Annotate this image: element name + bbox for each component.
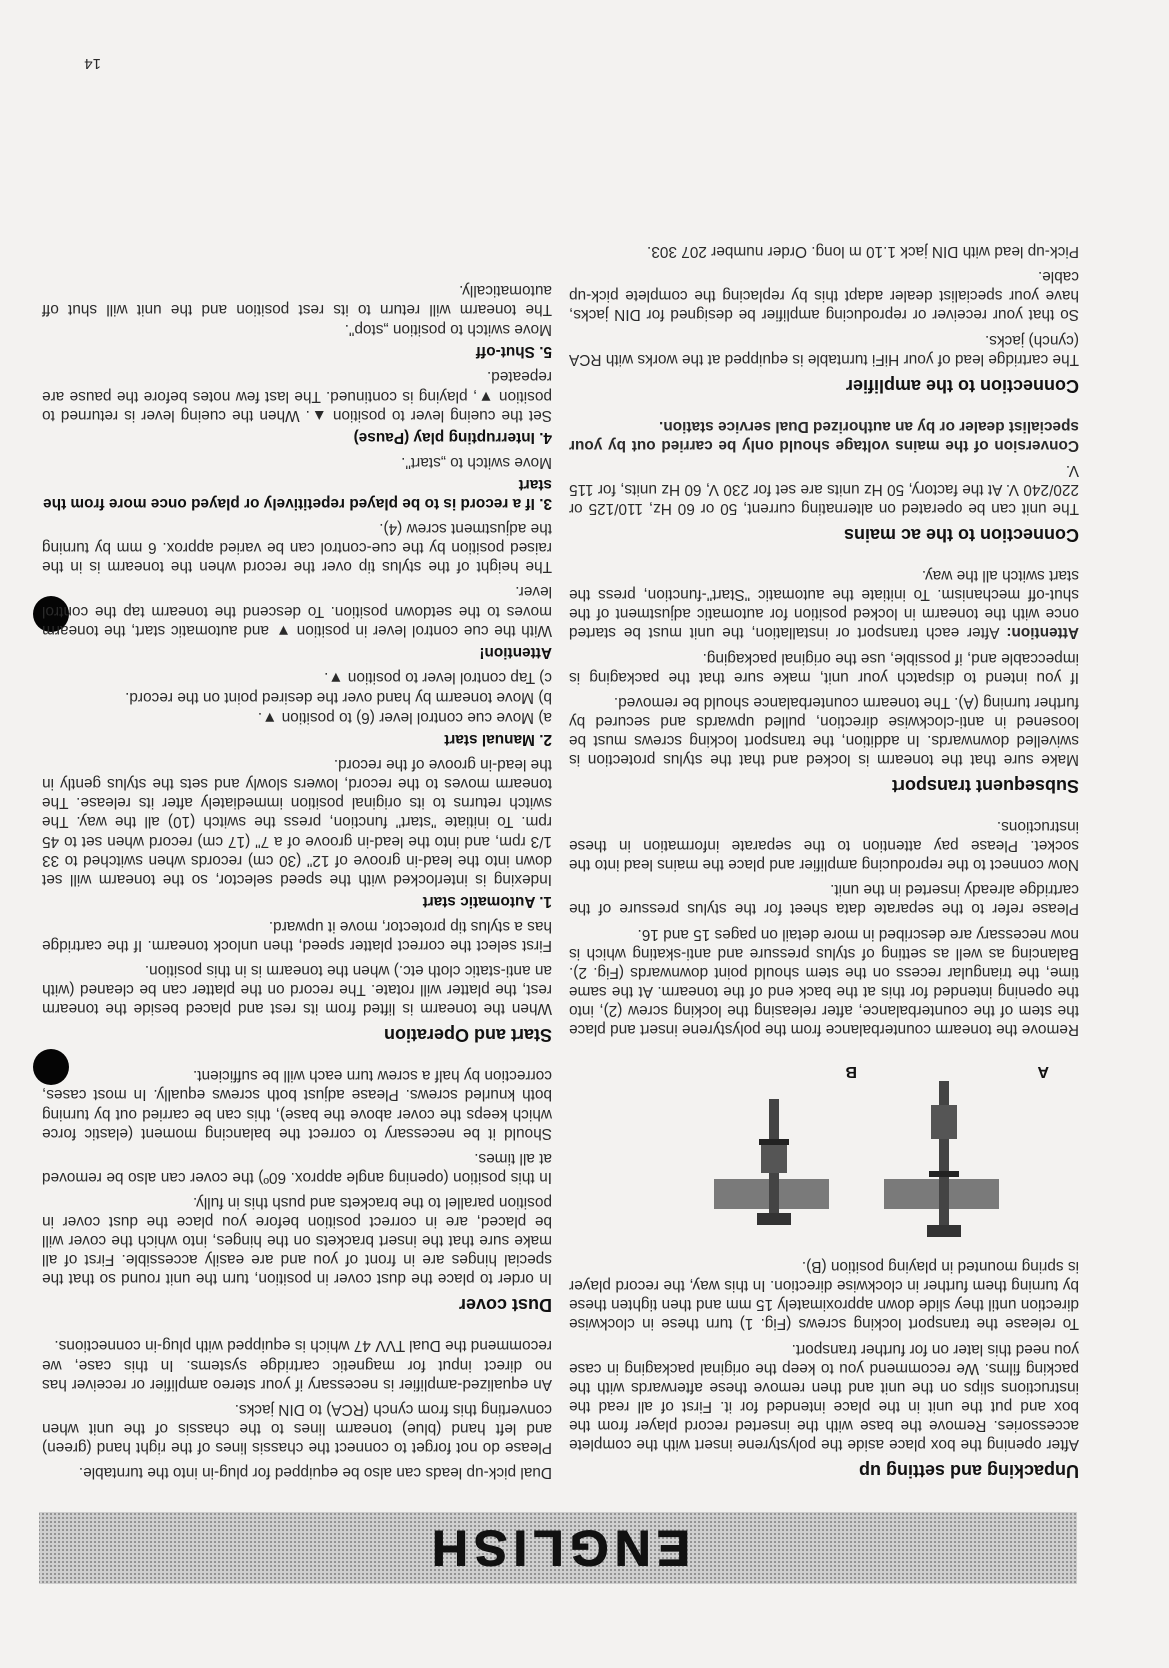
paragraph: Indexing is interlocked with the speed selector, so the tonearm will set down into the lead-in groove of 12" (30 cm) records when switched to 33 1/3 rpm, and into the lead-in groove of a 7" (17 cm) record when set to 45 rpm. To initiate "start" function, press the switch (10) all the way. The switch returns to its original position immediately after its release. The tonearm moves to the record, lowers slowly and sets the stylus gently in the lead-in groove of the record.	[42, 756, 552, 888]
paragraph: To release the transport locking screws (Fig. 1) turn these in clockwise direction until they slide down approximately 15 mm and then tighten these by turning them further in clockwise direction. In this way, the record player is spring mounted in playing position (B).	[569, 1258, 1079, 1333]
paragraph: After opening the box place aside the polystyrene insert with the complete accessories. Remove the base with the inserted record player from the box and put the unit in the place intended for it. First of all read the instructions slips on the unit and then remove these afterwards with the packing films. We recommend you to keep the original packaging in case you need this later on for further transport.	[569, 1340, 1079, 1453]
subheading-shut-off: 5. Shut-off	[475, 343, 552, 361]
paragraph: An equalized-amplifier is necessary if your stereo amplifier or receiver has no direct input for magnetic cartridge systems. In this case, we recommend the Dual TVV 47 which is equipped with plug-in connections.	[42, 1337, 552, 1393]
list-item: a) Move cue control lever (6) to position ▼.	[257, 709, 552, 726]
right-column	[42, 275, 552, 1482]
transport-screw-diagram	[689, 1059, 1019, 1249]
left-column	[569, 236, 1079, 1482]
paragraph: Make sure that the tonearm is locked and that the stylus protection is swivelled downwards. In addition, the transport locking screws must be loosened in anti-clockwise direction, pulled upwards and secured by further turning (A). The tonearm counterbalance should be removed.	[569, 693, 1079, 769]
page-number: 14	[84, 55, 101, 72]
paragraph: With the cue control lever in position ▼ and automatic start, the tonearm moves to the setdown position. To descend the tonearm tap the control lever.	[42, 583, 552, 639]
subheading-repeat: 3. If a record is to be played repetitively or played once more from the start	[43, 475, 552, 513]
heading-amplifier: Connection to the amplifier	[845, 375, 1079, 396]
figure-label-a: A	[1037, 1063, 1049, 1081]
heading-start-operation: Start and Operation	[383, 1025, 552, 1046]
heading-subsequent-transport: Subsequent transport	[891, 776, 1079, 797]
subheading-attention: Attention!	[479, 643, 552, 661]
paragraph: Move switch to position „stop".	[344, 321, 552, 339]
paragraph: Please refer to the separate data sheet for the stylus pressure of the cartridge already inserted in the unit.	[569, 881, 1079, 918]
paragraph: First select the correct platter speed, then unlock tonearm. If the cartridge has a stylus tip protector, move it upward.	[42, 917, 552, 955]
paragraph: Please do not forget to connect the chassis lines of the right hand (green) and left hand (blue) tonearm lines to the chassis of the unit when converting this from cynch (RCA) to DIN jacks.	[42, 1400, 552, 1456]
paragraph: Pick-up lead with DIN jack 1.10 m long. Order number 207 303.	[646, 243, 1079, 261]
language-banner	[39, 1512, 1077, 1584]
paragraph: If you intend to dispatch your unit, make sure that the packaging is impeccable and, if possible, use the original packaging.	[569, 649, 1079, 686]
paragraph: The tonearm will return to its rest position and the unit will shut off automatically.	[42, 282, 552, 319]
subheading-automatic-start: 1. Automatic start	[422, 892, 552, 910]
paragraph: The height of the stylus tip over the record when the tonearm is in the raised position by the cue-control can be varied approx. 6 mm by turning the adjustment screw (4).	[42, 520, 552, 576]
attention-text: After each transport or installation, the unit must be started once with the tonearm in locked position for automatic adjustment of the shut-off mechanism. To initiate the automatic "Start"-function, press the start switch all the way.	[569, 567, 1079, 642]
subheading-manual-start: 2. Manual start	[444, 731, 552, 749]
list-item: c) Tap control lever to position ▼.	[324, 668, 552, 686]
paragraph: Dual pick-up leads can also be equipped for plug-in into the turntable.	[78, 1464, 552, 1481]
paragraph: The unit can be operated on alternating current, 50 or 60 Hz, 110/125 or 220/240 V. At the factory, 50 Hz units are set for 230 V, 60 Hz units, for 115 V.	[569, 461, 1079, 518]
attention-label: Attention:	[1006, 624, 1079, 642]
list-item: b) Move tonearm by hand over the desired point on the record.	[125, 688, 552, 706]
heading-unpacking: Unpacking and setting up	[858, 1461, 1079, 1481]
paragraph: Remove the tonearm counterbalance from the polystyrene insert and place the stem of the counterbalance, after releasing the locking screw (2), into the opening intended for this at the back end of the tonearm. At the same time, the triangular recess on the stem should point downwards (Fig. 2). Balancing as well as setting of stylus pressure and anti-skating which is now necessary are described in more detail on pages 15 and 16.	[569, 925, 1079, 1039]
paragraph: Move switch to „start".	[401, 453, 552, 471]
mains-warning: Conversion of the mains voltage should only be carried out by your specialist dealer or by an authorized Dual service station.	[569, 417, 1079, 454]
paragraph: Should it be necessary to correct the balancing moment (elastic force which keeps the cover above the base), this can be carried out by turning both knurled screws. Please adjust both screws equally. In most cases, correction by half a screw turn each will be sufficient.	[42, 1067, 552, 1142]
paragraph: When the tonearm is lifted from its rest and placed beside the tonearm rest, the platter will rotate. The record on the platter can be cleaned (with an anti-static cloth etc.) when the tonearm is in this position.	[42, 962, 552, 1018]
banner-title: ENGLISH	[425, 1520, 691, 1576]
paragraph: The cartridge lead of your HiFi turntable is equipped at the works with RCA (cynch) jacks.	[569, 331, 1079, 368]
paragraph: Set the cueing lever to position ▲. When the cueing lever is returned to position ▼, playing is continued. The last few notes before the pause are repeated.	[42, 368, 552, 424]
figure-transport-screws	[569, 1049, 1079, 1249]
heading-ac-mains: Connection to the ac mains	[843, 525, 1079, 546]
paragraph: Now connect to the reproducing amplifier and place the mains lead into the socket. Please pay attention to the separate information in these instructions.	[569, 818, 1079, 874]
figure-label-b: B	[845, 1063, 857, 1081]
attention-paragraph	[569, 566, 1079, 642]
paragraph: In order to place the dust cover in position, turn the unit round so that the special hinges are in front of you and are easily accessible. First of all make sure that the insert brackets on the hinges, into which the cover will be placed, are in correct position before you place the dust cover in position parallel to the brackets and push this in fully.	[42, 1193, 552, 1288]
paragraph: In this position (opening angle approx. 60º) the cover can also be removed at all times.	[42, 1149, 552, 1186]
heading-dust-cover: Dust cover	[458, 1295, 552, 1316]
subheading-pause: 4. Interrupting play (Pause)	[353, 428, 552, 446]
paragraph: So that your receiver or reproducing amplifier be designed for DIN jacks, have your specialist dealer adapt this by replacing the complete pick-up cable.	[569, 268, 1079, 324]
